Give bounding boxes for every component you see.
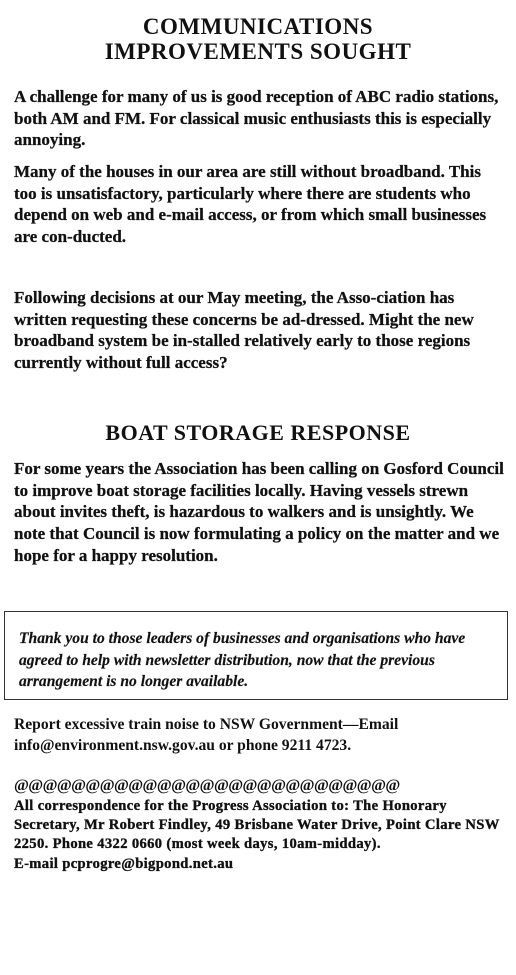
train-noise-notice: Report excessive train noise to NSW Government—Email info@environment.nsw.gov.au or phone 9211 4723. <box>14 716 399 754</box>
reception-paragraph: A challenge for many of us is good reception of ABC radio stations, both AM and FM. For classical music enthusiasts this is especially annoying. <box>14 87 499 150</box>
decisions-paragraph: Following decisions at our May meeting, the Asso-ciation has written requesting these concerns be ad-dressed. Might the new broadband system be in-stalled relatively early to those regions currently without full access? <box>14 288 474 373</box>
communications-heading: COMMUNICATIONS IMPROVEMENTS SOUGHT <box>104 14 412 64</box>
thank-you-notice-text: Thank you to those leaders of businesses and organisations who have agreed to help with newsletter distribution, now that the previous arrangement is no longer available. <box>19 630 466 690</box>
correspondence-notice: All correspondence for the Progress Association to: The Honorary Secretary, Mr Robert Findley, 49 Brisbane Water Drive, Point Clare NSW 2250. Phone 4322 0660 (most week days, 10am-midday). E-mail pcprogre@bigpond.net.au <box>14 798 500 872</box>
at-sign-divider: @@@@@@@@@@@@@@@@@@@@@@@@@@@ <box>14 777 400 794</box>
boat-storage-paragraph: For some years the Association has been calling on Gosford Council to improve boat storage facilities locally. Having vessels strewn about invites theft, is hazardous to walkers and is unsightly. We note that Council is now formulating a policy on the matter and we hope for a happy resolution. <box>14 459 504 565</box>
thank-you-notice-box <box>4 611 508 700</box>
boat-storage-heading: BOAT STORAGE RESPONSE <box>105 420 411 445</box>
broadband-paragraph: Many of the houses in our area are still without broadband. This too is unsatisfactory, particularly where there are students who depend on web and e-mail access, or from which small businesses are con-ducted. <box>14 162 487 247</box>
